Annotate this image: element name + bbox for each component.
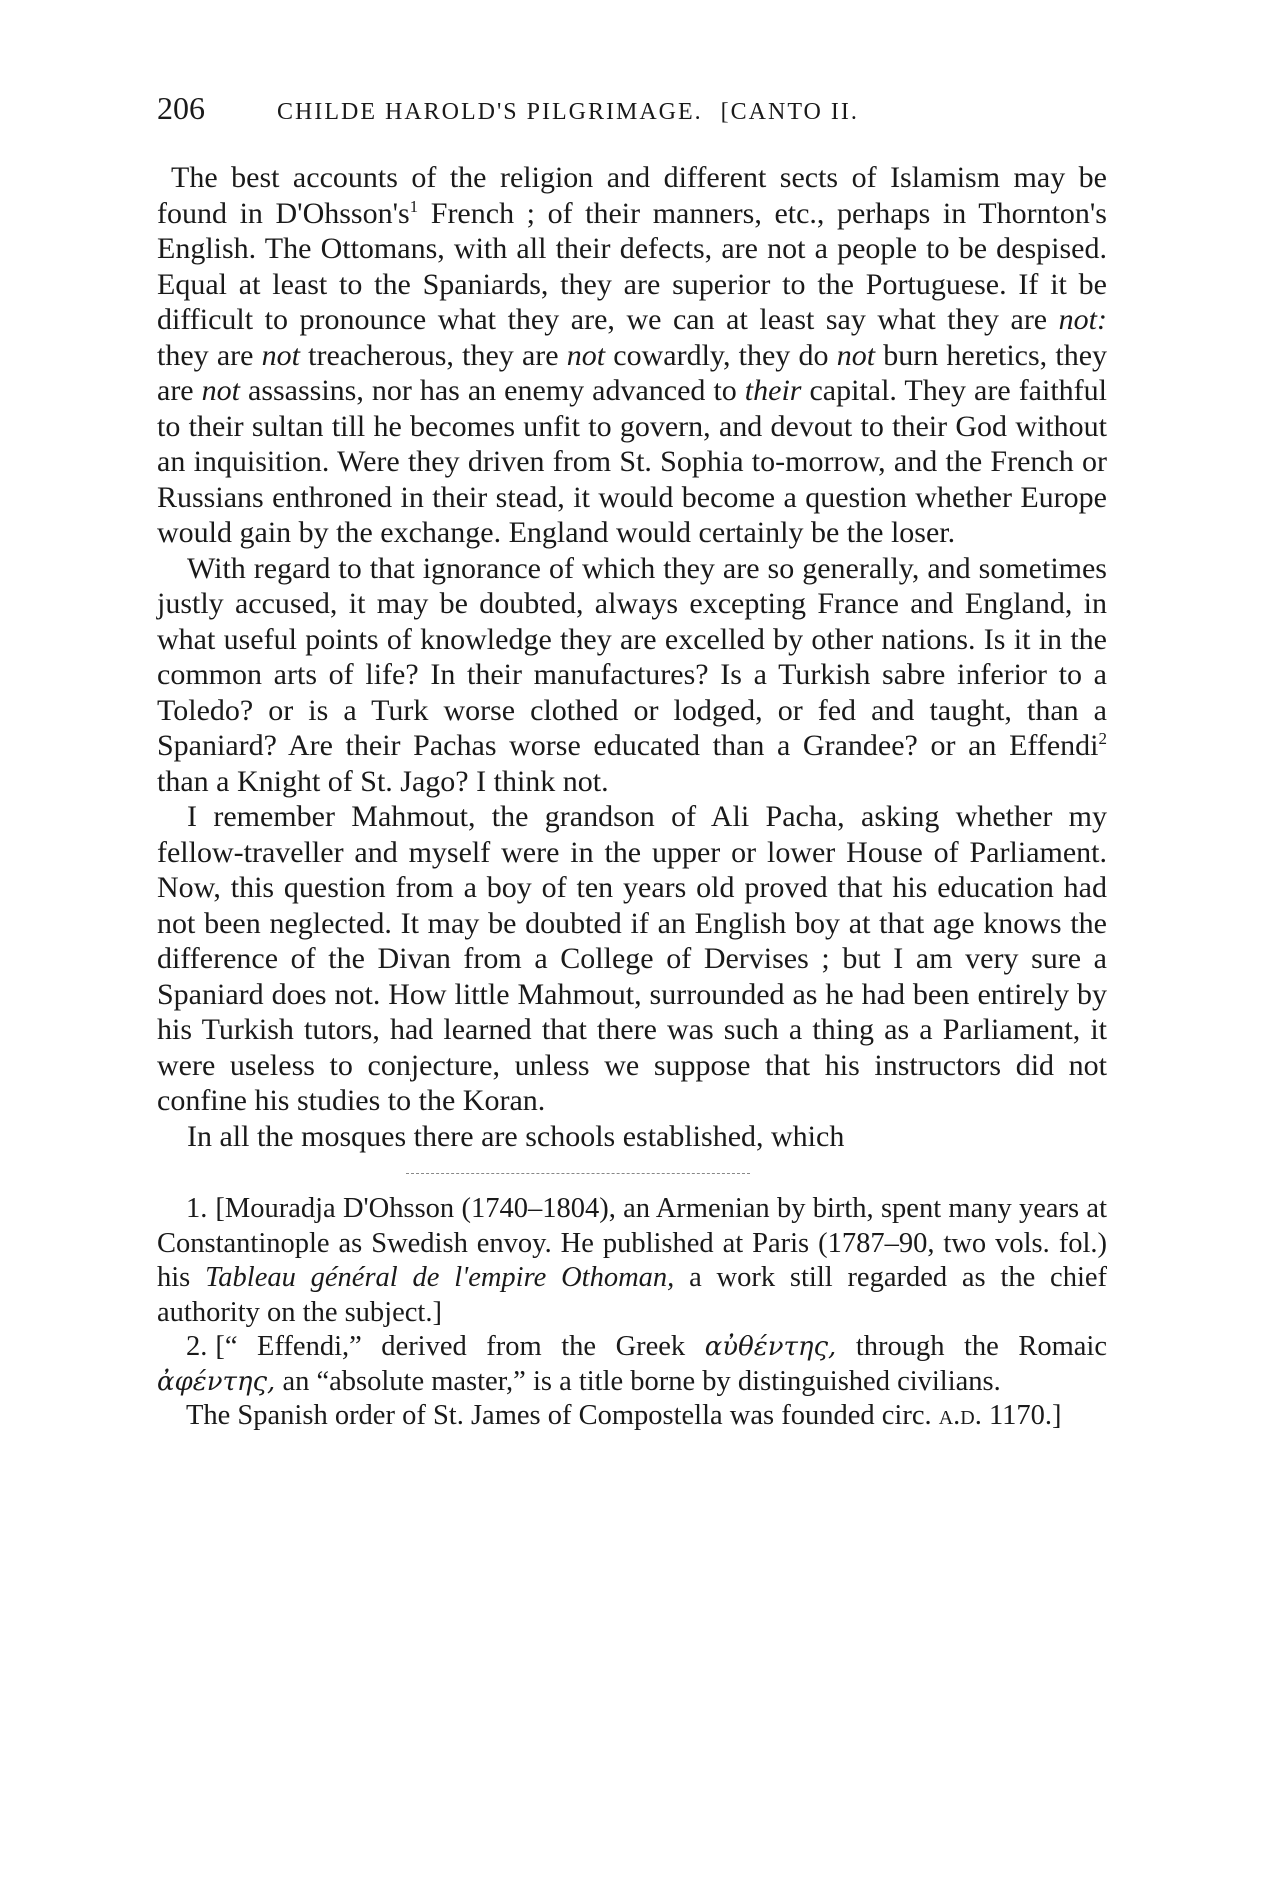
footnote-ref: 1 [409,196,419,216]
footnote-ref: 2 [1098,729,1107,748]
footnote-divider [406,1173,750,1174]
body-text [157,160,1107,1154]
footnote: 2. [“ Effendi,” derived from the Greek αὐθέντης, through the Romaic ἀφέντης, an “absolute master,” is a title borne by distinguished civilians. [157,1331,1107,1397]
paragraph: In all the mosques there are schools established, which [187,1119,845,1153]
canto-label: [CANTO II. [720,99,859,125]
footnotes [157,1192,1107,1434]
paragraph: I remember Mahmout, the grandson of Ali Pacha, asking whether my fellow-traveller and myself were in the upper or lower House of Parliament. Now, this question from a boy of ten years old proved that his education had not been neglected. It may be doubted if an English boy at that age knows the difference of the Divan from a College of Dervises ; but I am very sure a Spaniard does not. How little Mahmout, surrounded as he had been entirely by his Turkish tutors, had learned that there was such a thing as a Parliament, it were useless to conjecture, unless we suppose that his instructors did not confine his studies to the Koran. [157,800,1107,1117]
footnote: 1. [Mouradja D'Ohsson (1740–1804), an Armenian by birth, spent many years at Constantinople as Swedish envoy. He published at Paris (1787–90, two vols. fol.) his Tableau général de l'empire Othoman, a work still regarded as the chief authority on the subject.] [157,1193,1108,1328]
footnote-continuation: The Spanish order of St. James of Compostella was founded circ. a.d. 1170.] [186,1400,1062,1431]
page-header [157,90,1107,130]
running-title: CHILDE HAROLD'S PILGRIMAGE. [277,99,703,125]
page-number: 206 [157,90,205,126]
paragraph: With regard to that ignorance of which they are so generally, and sometimes justly accused, it may be doubted, always excepting France and England, in what useful points of knowledge they are excelled by other nations. Is it in the common arts of life? In their manufactures? Is a Turkish sabre inferior to a Toledo? or is a Turk worse clothed or lodged, or fed and taught, than a Spaniard? Are their Pachas worse educated than a Grandee? or an Effendi$^2$ than a Knight of St. Jago? I think not. [157,551,1107,798]
book-page [157,90,1107,1434]
paragraph: The best accounts of the religion and different sects of Islamism may be found in $D'Ohsson's^1$ French ; of their manners, etc., perhaps in Thornton's English. The Ottomans, with all their defects, are not a people to be despised. Equal at least to the Spaniards, they are superior to the Portuguese. If it be difficult to pronounce what they are, we can at least say what they are not: they are not treacherous, they are not cowardly, they do not burn heretics, they are not assassins, nor has an enemy advanced to their capital. They are faithful to their sultan till he becomes unfit to govern, and devout to their God without an inquisition. Were they driven from St. Sophia to-morrow, and the French or Russians enthroned in their stead, it would become a question whether Europe would gain by the exchange. England would certainly be the loser. [157,161,1108,549]
